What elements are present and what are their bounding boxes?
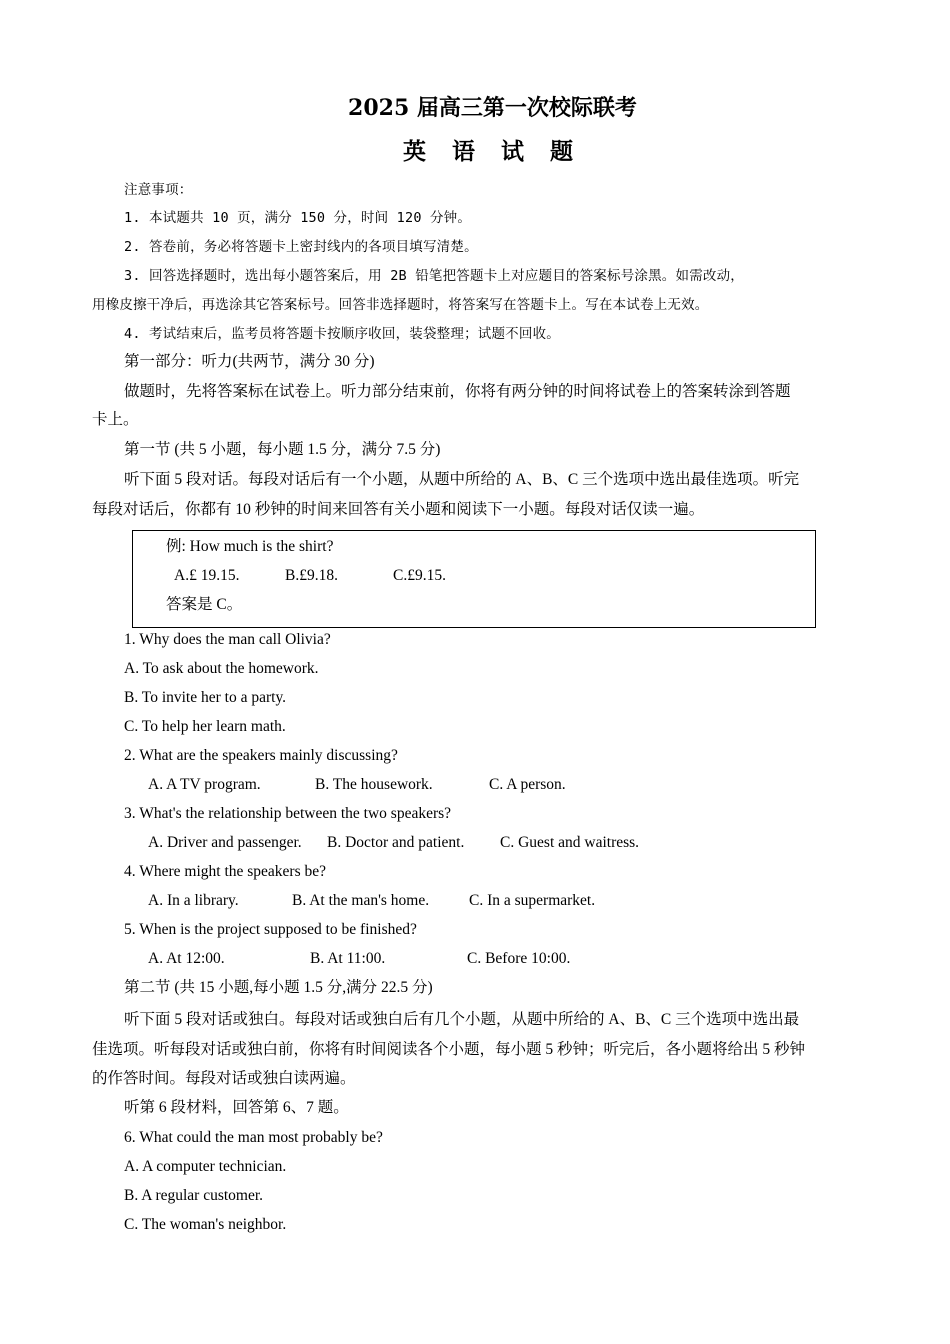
q3-option-c: C. Guest and waitress. bbox=[500, 834, 640, 851]
example-question: 例: How much is the shirt? bbox=[166, 538, 334, 555]
part1-heading: 第一部分：听力(共两节，满分 30 分) bbox=[124, 353, 375, 370]
note-item-1: 1. 本试题共 10 页，满分 150 分，时间 120 分钟。 bbox=[124, 210, 472, 226]
section1-intro-line-1: 听下面 5 段对话。每段对话后有一个小题，从题中所给的 A、B、C 三个选项中选出最佳选项。听完 bbox=[124, 471, 800, 488]
section2-intro-line-1: 听下面 5 段对话或独白。每段对话或独白后有几个小题，从题中所给的 A、B、C 三个选项中选出最 bbox=[124, 1011, 800, 1028]
q3-option-a: A. Driver and passenger. bbox=[148, 834, 302, 851]
example-option-a: A.£ 19.15. bbox=[174, 567, 240, 584]
section1-heading: 第一节 (共 5 小题，每小题 1.5 分，满分 7.5 分) bbox=[124, 441, 441, 458]
section2-heading: 第二节 (共 15 小题,每小题 1.5 分,满分 22.5 分) bbox=[124, 979, 433, 996]
q1-option-b: B. To invite her to a party. bbox=[124, 689, 287, 706]
example-option-c: C.£9.15. bbox=[393, 567, 446, 584]
example-answer: 答案是 C。 bbox=[166, 596, 243, 613]
part1-intro-line-2: 卡上。 bbox=[92, 411, 139, 428]
q1-stem: 1. Why does the man call Olivia? bbox=[124, 631, 331, 648]
subject-title: 英 语 试 题 bbox=[402, 138, 583, 165]
exam-title: 2025 届高三第一次校际联考 bbox=[348, 95, 637, 121]
note-item-3-line-2: 用橡皮擦干净后，再选涂其它答案标号。回答非选择题时，将答案写在答题卡上。写在本试卷上无效。 bbox=[92, 297, 709, 313]
part1-intro-line-1: 做题时，先将答案标在试卷上。听力部分结束前，你将有两分钟的时间将试卷上的答案转涂到答题 bbox=[124, 383, 791, 400]
note-item-4: 4. 考试结束后，监考员将答题卡按顺序收回，装袋整理；试题不回收。 bbox=[124, 326, 560, 342]
q2-stem: 2. What are the speakers mainly discussing? bbox=[124, 747, 398, 764]
q2-option-c: C. A person. bbox=[489, 776, 566, 793]
q6-option-b: B. A regular customer. bbox=[124, 1187, 264, 1204]
section2-intro-line-3: 的作答时间。每段对话或独白读两遍。 bbox=[92, 1070, 356, 1087]
section1-intro-line-2: 每段对话后，你都有 10 秒钟的时间来回答有关小题和阅读下一小题。每段对话仅读一遍。 bbox=[92, 501, 705, 518]
example-option-b: B.£9.18. bbox=[285, 567, 338, 584]
q4-option-b: B. At the man's home. bbox=[292, 892, 430, 909]
q2-option-a: A. A TV program. bbox=[148, 776, 261, 793]
section2-intro-line-2: 佳选项。听每段对话或独白前，你将有时间阅读各个小题，每小题 5 秒钟；听完后，各小题将给出 5 秒钟 bbox=[92, 1041, 806, 1058]
q1-option-c: C. To help her learn math. bbox=[124, 718, 286, 735]
q6-option-c: C. The woman's neighbor. bbox=[124, 1216, 287, 1233]
q4-option-a: A. In a library. bbox=[148, 892, 239, 909]
q1-option-a: A. To ask about the homework. bbox=[124, 660, 319, 677]
q3-stem: 3. What's the relationship between the two speakers? bbox=[124, 805, 452, 822]
note-item-2: 2. 答卷前，务必将答题卡上密封线内的各项目填写清楚。 bbox=[124, 239, 478, 255]
notes-heading: 注意事项： bbox=[124, 182, 193, 198]
q6-option-a: A. A computer technician. bbox=[124, 1158, 287, 1175]
q5-option-a: A. At 12:00. bbox=[148, 950, 225, 967]
note-item-3-line-1: 3. 回答选择题时，选出每小题答案后，用 2B 铅笔把答题卡上对应题目的答案标号涂黑。如需改动， bbox=[124, 268, 744, 284]
q3-option-b: B. Doctor and patient. bbox=[327, 834, 465, 851]
q4-stem: 4. Where might the speakers be? bbox=[124, 863, 326, 880]
q6-stem: 6. What could the man most probably be? bbox=[124, 1129, 383, 1146]
q2-option-b: B. The housework. bbox=[315, 776, 433, 793]
q5-option-c: C. Before 10:00. bbox=[467, 950, 571, 967]
q4-option-c: C. In a supermarket. bbox=[469, 892, 596, 909]
q5-stem: 5. When is the project supposed to be finished? bbox=[124, 921, 417, 938]
material-6-instruction: 听第 6 段材料，回答第 6、7 题。 bbox=[124, 1099, 349, 1116]
q5-option-b: B. At 11:00. bbox=[310, 950, 386, 967]
